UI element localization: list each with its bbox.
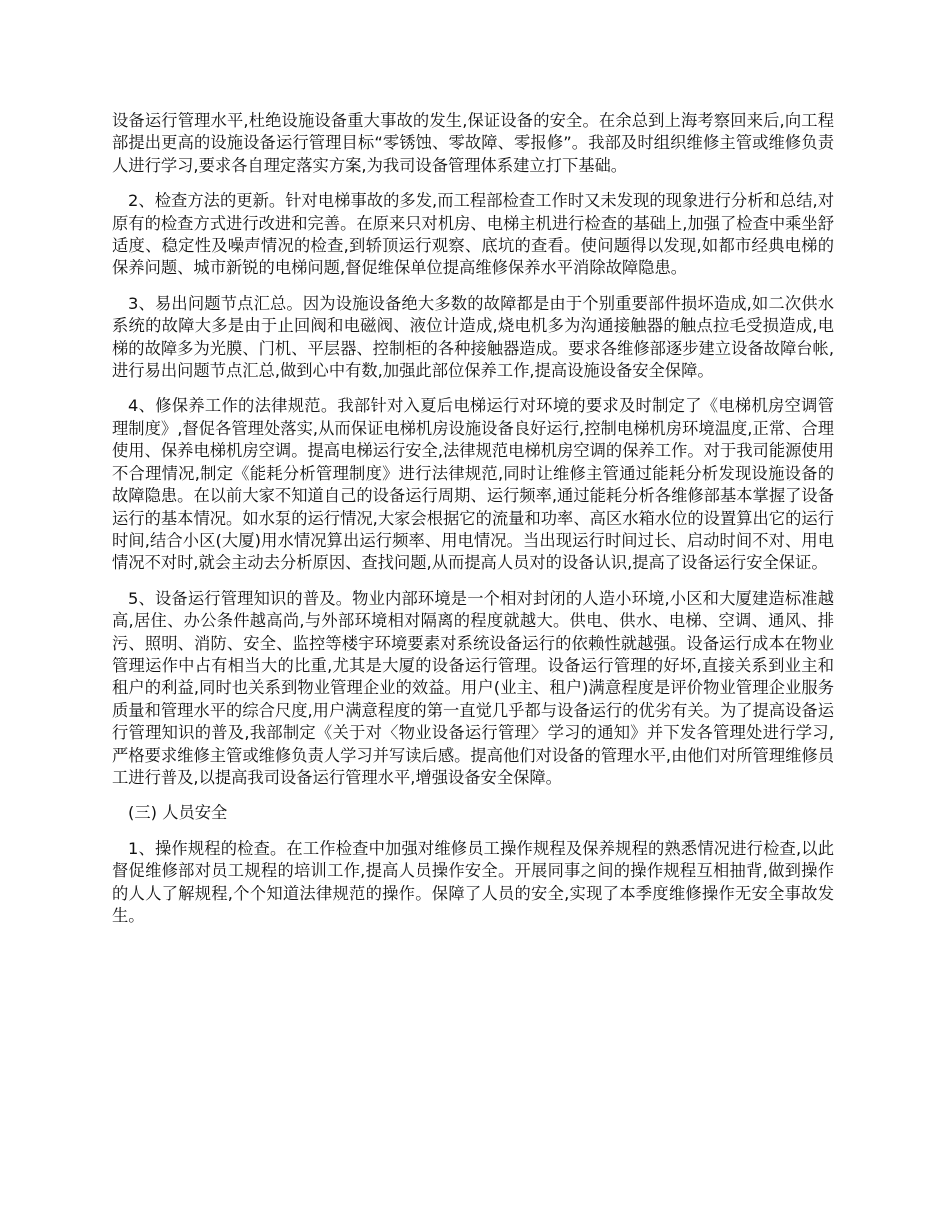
paragraph-problem-nodes: 3、易出问题节点汇总。因为设施设备绝大多数的故障都是由于个别重要部件损坏造成,如二次供水系统的故障大多是由于止回阀和电磁阀、液位计造成,烧电机多为沟通接触器的触点拉毛受损造成,电梯的故障多为光膜、门机、平层器、控制柜的各种接触器造成。要求各维修部逐步建立设备故障台帐,进行易出问题节点汇总,做到心中有数,加强此部位保养工作,提高设施设备安全保障。 — [112, 293, 834, 381]
paragraph-maintenance-regulations: 4、修保养工作的法律规范。我部针对入夏后电梯运行对环境的要求及时制定了《电梯机房空调管理制度》,督促各管理处落实,从而保证电梯机房设施设备良好运行,控制电梯机房环境温度,正常、合理使用、保养电梯机房空调。提高电梯运行安全,法律规范电梯机房空调的保养工作。对于我司能源使用不合理情况,制定《能耗分析管理制度》进行法律规范,同时让维修主管通过能耗分析发现设施设备的故障隐患。在以前大家不知道自己的设备运行周期、运行频率,通过能耗分析各维修部基本掌握了设备运行的基本情况。如水泵的运行情况,大家会根据它的流量和功率、高区水箱水位的设置算出它的运行时间,结合小区(大厦)用水情况算出运行频率、用电情况。当出现运行时间过长、启动时间不对、用电情况不对时,就会主动去分析原因、查找问题,从而提高人员对的设备认识,提高了设备运行安全保证。 — [112, 396, 834, 573]
paragraph-operating-procedures: 1、操作规程的检查。在工作检查中加强对维修员工操作规程及保养规程的熟悉情况进行检查,以此督促维修部对员工规程的培训工作,提高人员操作安全。开展同事之间的操作规程互相抽背,做到操作的人人了解规程,个个知道法律规范的操作。保障了人员的安全,实现了本季度维修操作无安全事故发生。 — [112, 838, 834, 925]
paragraph-inspection-method: 2、检查方法的更新。针对电梯事故的多发,而工程部检查工作时又未发现的现象进行分析和总结,对原有的检查方式进行改进和完善。在原来只对机房、电梯主机进行检查的基础上,加强了检查中乘坐舒适度、稳定性及噪声情况的检查,到轿顶运行观察、底坑的查看。使问题得以发现,如都市经典电梯的保养问题、城市新锐的电梯问题,督促维保单位提高维修保养水平消除故障隐患。 — [112, 191, 834, 278]
paragraph-equipment-goals: 设备运行管理水平,杜绝设施设备重大事故的发生,保证设备的安全。在余总到上海考察回来后,向工程部提出更高的设施设备运行管理目标“零锈蚀、零故障、零报修”。我部及时组织维修主管或维修负责人进行学习,要求各自理定落实方案,为我司设备管理体系建立打下基础。 — [112, 111, 834, 175]
paragraph-knowledge-popularization: 5、设备运行管理知识的普及。物业内部环境是一个相对封闭的人造小环境,小区和大厦建造标准越高,居住、办公条件越高尚,与外部环境相对隔离的程度就越大。供电、供水、电梯、空调、通风、排污、照明、消防、安全、监控等楼宇环境要素对系统设备运行的依赖性就越强。设备运行成本在物业管理运作中占有相当大的比重,尤其是大厦的设备运行管理。设备运行管理的好坏,直接关系到业主和租户的利益,同时也关系到物业管理企业的效益。用户(业主、租户)满意程度是评价物业管理企业服务质量和管理水平的综合尺度,用户满意程度的第一直觉几乎都与设备运行的优劣有关。为了提高设备运行管理知识的普及,我部制定《关于对〈物业设备运行管理〉学习的通知》并下发各管理处进行学习,严格要求维修主管或维修负责人学习并写读后感。提高他们对设备的管理水平,由他们对所管理维修员工进行普及,以提高我司设备运行管理水平,增强设备安全保障。 — [112, 588, 834, 787]
section-heading-personnel-safety: (三) 人员安全 — [128, 803, 228, 823]
document-page — [112, 110, 834, 940]
